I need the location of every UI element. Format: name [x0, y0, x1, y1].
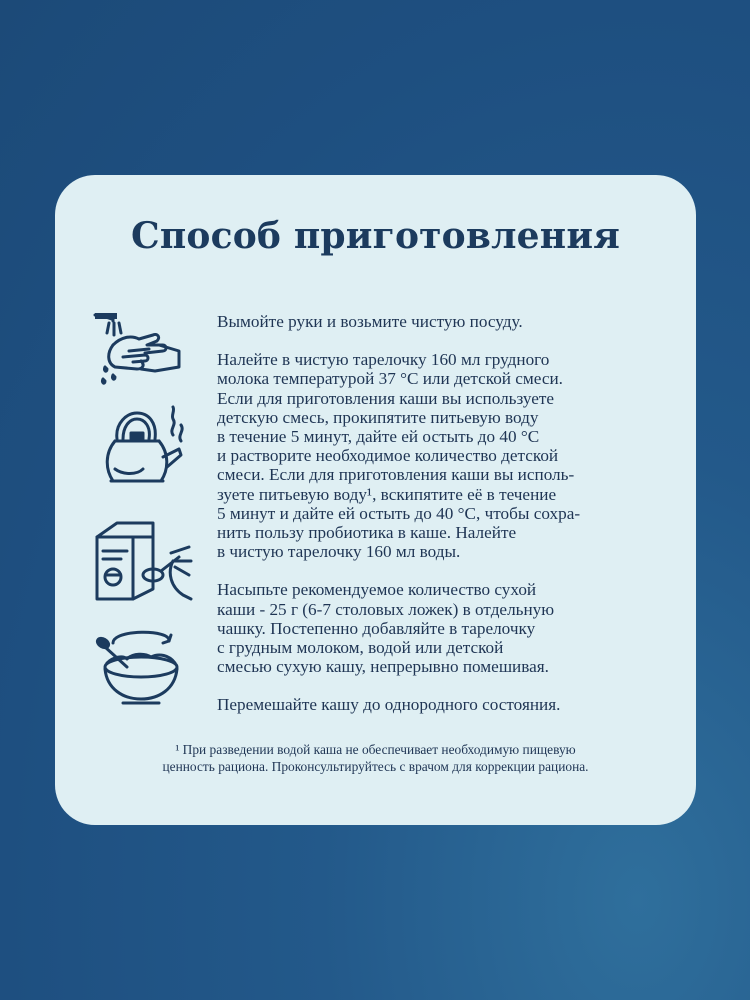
step-2-text: Налейте в чистую тарелочку 160 мл грудного молока температурой 37 °С или детской смеси. Если для приготовления каши вы используете детскую смесь, прокипятите питьевую воду в течение 5 минут, дайте ей остыть до 40 °С и растворите необходимое количество детской смеси. Если для приготовления каши вы исполь- зуете питьевую воду¹, вскипятите её в течение 5 минут и дайте ей остыть до 40 °С, чтобы сохра- нить пользу пробиотика в каше. Налейте в чистую тарелочку 160 мл воды.	[217, 350, 581, 562]
cereal-box-spoon-icon	[93, 517, 193, 607]
instructions-card	[55, 175, 696, 825]
step-3-text: Насыпьте рекомендуемое количество сухой каши - 25 г (6-7 столовых ложек) в отдельную чашку. Постепенно добавляйте в тарелочку с грудным молоком, водой или детской смесью сухую кашу, непрерывно помешивая.	[217, 580, 555, 677]
kettle-icon	[93, 405, 189, 495]
step-1-text: Вымойте руки и возьмите чистую посуду.	[217, 312, 523, 331]
instructions-text	[217, 312, 677, 734]
step-4-text: Перемешайте кашу до однородного состояния.	[217, 695, 561, 715]
hand-washing-icon	[93, 305, 189, 389]
bowl-stirring-icon	[93, 623, 189, 709]
card-title: Способ приготовления	[130, 215, 621, 257]
footnote: ¹ При разведении водой каша не обеспечивает необходимую пищевую ценность рациона. Проконсультируйтесь с врачом для коррекции рациона.	[162, 742, 589, 774]
